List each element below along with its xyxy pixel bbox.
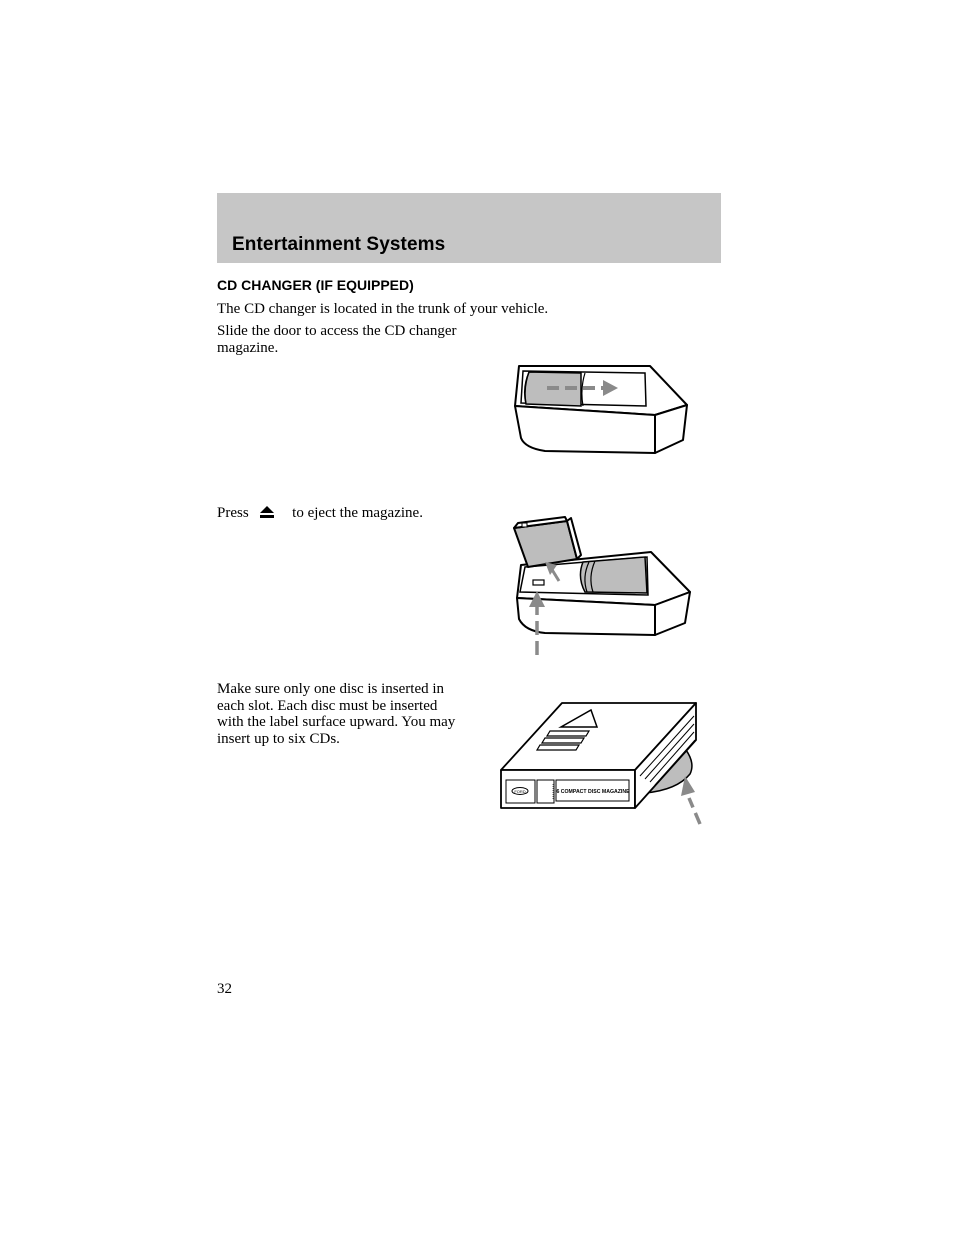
page-number: 32 <box>217 981 232 997</box>
magazine-label: 6 COMPACT DISC MAGAZINE <box>556 789 630 795</box>
section-heading: CD CHANGER (IF EQUIPPED) <box>217 277 414 293</box>
eject-button <box>533 580 544 585</box>
eject-icon <box>260 506 274 518</box>
insert-discs-paragraph: Make sure only one disc is inserted in each slot. Each disc must be inserted with the label surface upward. You may insert up to six CDs. <box>217 681 456 747</box>
eject-paragraph <box>217 505 477 522</box>
insert-arrow-icon <box>681 776 700 824</box>
cd-changer-door-illustration <box>505 358 695 458</box>
eject-text-before: Press <box>217 505 249 521</box>
location-paragraph: The CD changer is located in the trunk of your vehicle. <box>217 301 549 317</box>
brand-badge-text: FORD <box>514 789 526 794</box>
slide-door-paragraph: Slide the door to access the CD changer magazine. <box>217 323 457 356</box>
magazine-eject-illustration <box>505 515 695 660</box>
cd-magazine-illustration <box>495 698 710 828</box>
page-title: Entertainment Systems <box>232 234 446 255</box>
header-band <box>217 193 721 263</box>
eject-text-after: to eject the magazine. <box>292 505 423 521</box>
